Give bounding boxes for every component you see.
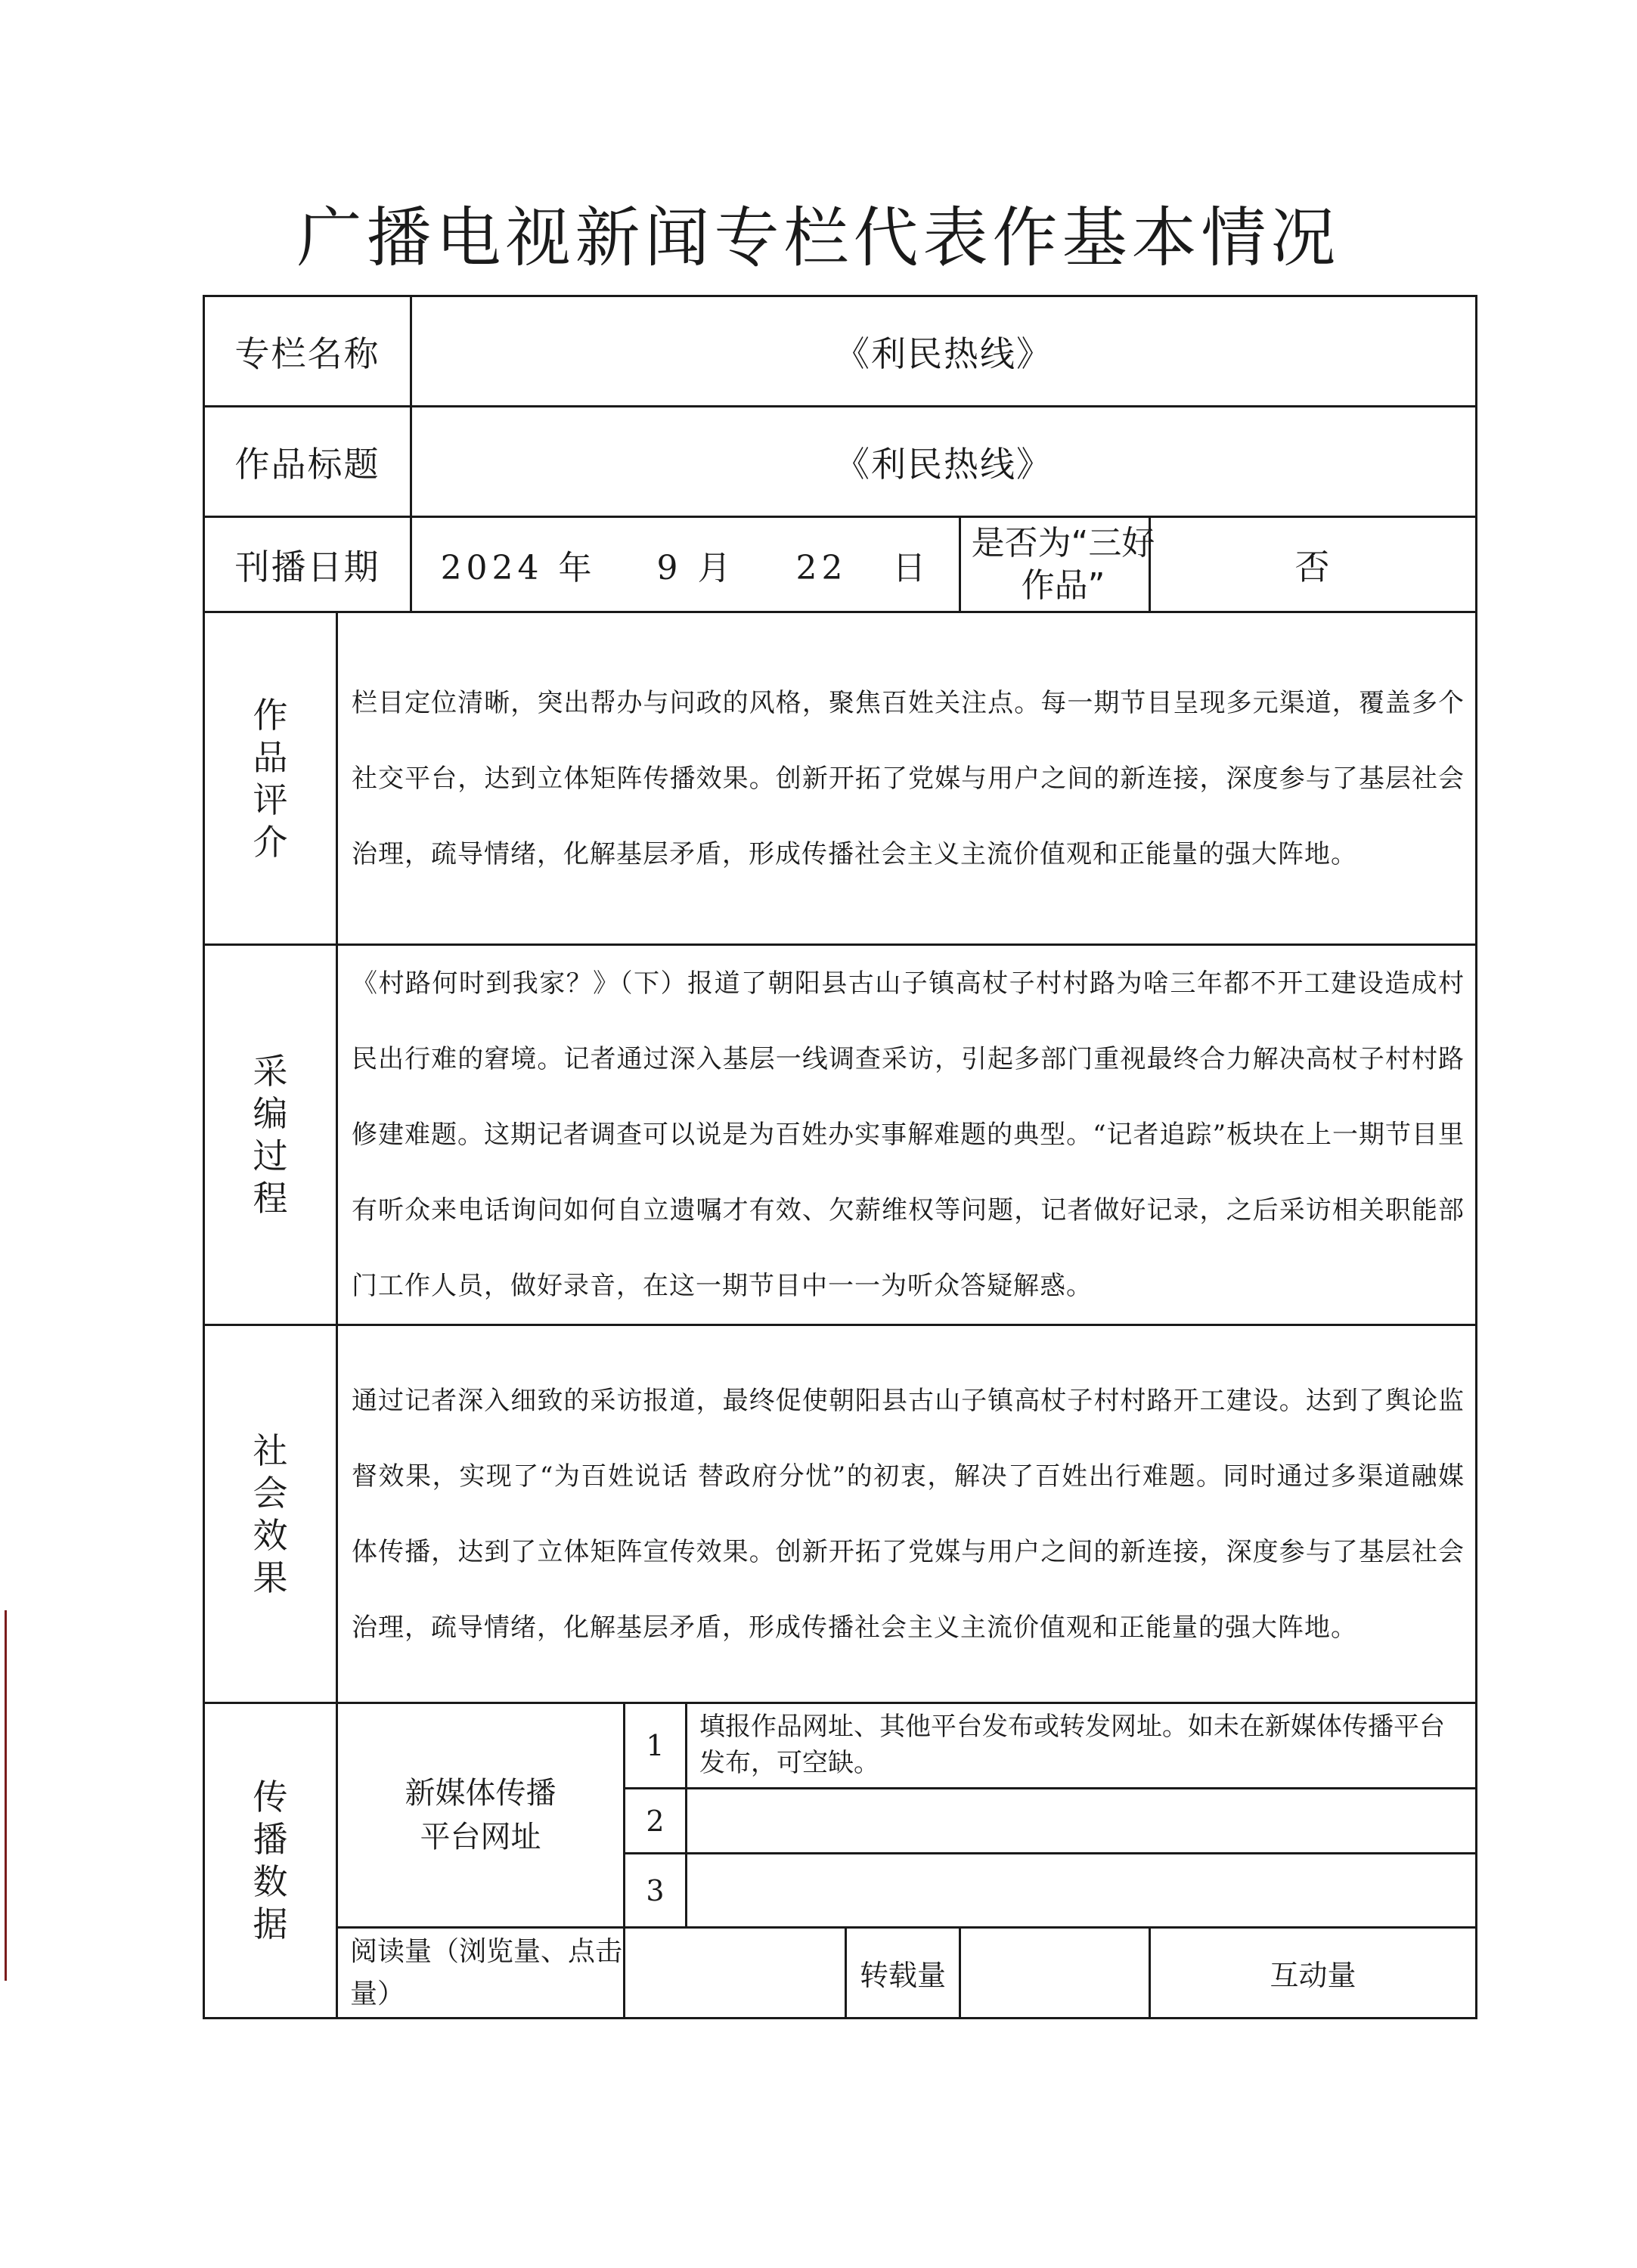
reads-value <box>625 1928 846 2019</box>
evaluation-label <box>204 612 337 945</box>
date-day: 22 <box>795 548 848 587</box>
url-index-1: 1 <box>625 1703 687 1789</box>
row-url-1 <box>204 1703 1477 1789</box>
date-month: 9 <box>656 548 683 587</box>
row-effect <box>204 1325 1477 1703</box>
url-row-3-text <box>687 1854 1477 1928</box>
evaluation-label-text: 作品评介 <box>253 694 288 863</box>
effect-label-text: 社会效果 <box>253 1430 288 1598</box>
date-year-unit: 年 <box>558 548 597 587</box>
reposts-value <box>960 1928 1150 2019</box>
date-month-unit: 月 <box>697 548 736 587</box>
row-column-name <box>204 296 1477 407</box>
url-index-3: 3 <box>625 1854 687 1928</box>
reposts-label: 转载量 <box>846 1928 960 2019</box>
broadcast-date-value <box>411 517 960 612</box>
evaluation-text: 栏目定位清晰，突出帮办与问政的风格，聚焦百姓关注点。每一期节目呈现多元渠道，覆盖多个社交平台，达到立体矩阵传播效果。创新开拓了党媒与用户之间的新连接，深度参与了基层社会治理，疏导情绪，化解基层矛盾，形成传播社会主义主流价值观和正能量的强大阵地。 <box>337 612 1477 945</box>
column-name-value: 《利民热线》 <box>411 296 1477 407</box>
new-media-urls-label <box>337 1703 625 1928</box>
three-good-value: 否 <box>1150 517 1477 612</box>
interactions-label: 互动量 <box>1150 1928 1477 2019</box>
process-text: 《村路何时到我家？》（下）报道了朝阳县古山子镇高杖子村村路为啥三年都不开工建设造成村民出行难的窘境。记者通过深入基层一线调查采访，引起多部门重视最终合力解决高杖子村村路修建难题。这期记者调查可以说是为百姓办实事解难题的典型。“记者追踪”板块在上一期节目里有听众来电话询问如何自立遗嘱才有效、欠薪维权等问题，记者做好记录，之后采访相关职能部门工作人员，做好录音，在这一期节目中一一为听众答疑解惑。 <box>337 945 1477 1325</box>
column-name-label: 专栏名称 <box>204 296 411 407</box>
info-form-table <box>203 295 1477 2019</box>
url-row-1-text: 填报作品网址、其他平台发布或转发网址。如未在新媒体传播平台发布，可空缺。 <box>687 1703 1477 1789</box>
effect-label <box>204 1325 337 1703</box>
row-evaluation <box>204 612 1477 945</box>
row-metrics <box>204 1928 1477 2019</box>
process-label-text: 采编过程 <box>253 1051 288 1219</box>
new-media-urls-label-text: 新媒体传播平台网址 <box>405 1776 557 1854</box>
effect-text: 通过记者深入细致的采访报道，最终促使朝阳县古山子镇高杖子村村路开工建设。达到了舆论监督效果，实现了“为百姓说话 替政府分忧”的初衷，解决了百姓出行难题。同时通过多渠道融媒体传播，达到了立体矩阵宣传效果。创新开拓了党媒与用户之间的新连接，深度参与了基层社会治理，疏导情绪，化解基层矛盾，形成传播社会主义主流价值观和正能量的强大阵地。 <box>337 1325 1477 1703</box>
work-title-value: 《利民热线》 <box>411 407 1477 517</box>
row-process <box>204 945 1477 1325</box>
scan-edge-mark <box>5 1610 7 1981</box>
spread-data-label-text: 传播数据 <box>253 1777 288 1944</box>
reads-label: 阅读量（浏览量、点击量） <box>337 1928 625 2019</box>
row-broadcast-date <box>204 517 1477 612</box>
url-index-2: 2 <box>625 1789 687 1854</box>
page-title: 广播电视新闻专栏代表作基本情况 <box>296 200 1341 276</box>
row-work-title <box>204 407 1477 517</box>
broadcast-date-label: 刊播日期 <box>204 517 411 612</box>
three-good-label <box>960 517 1155 612</box>
url-row-2-text <box>687 1789 1477 1854</box>
date-year: 2024 <box>440 548 544 587</box>
process-label <box>204 945 337 1325</box>
date-day-unit: 日 <box>892 548 931 587</box>
spread-data-label <box>204 1703 337 2019</box>
work-title-label: 作品标题 <box>204 407 411 517</box>
three-good-label-text: 是否为“三好作品” <box>971 523 1155 605</box>
